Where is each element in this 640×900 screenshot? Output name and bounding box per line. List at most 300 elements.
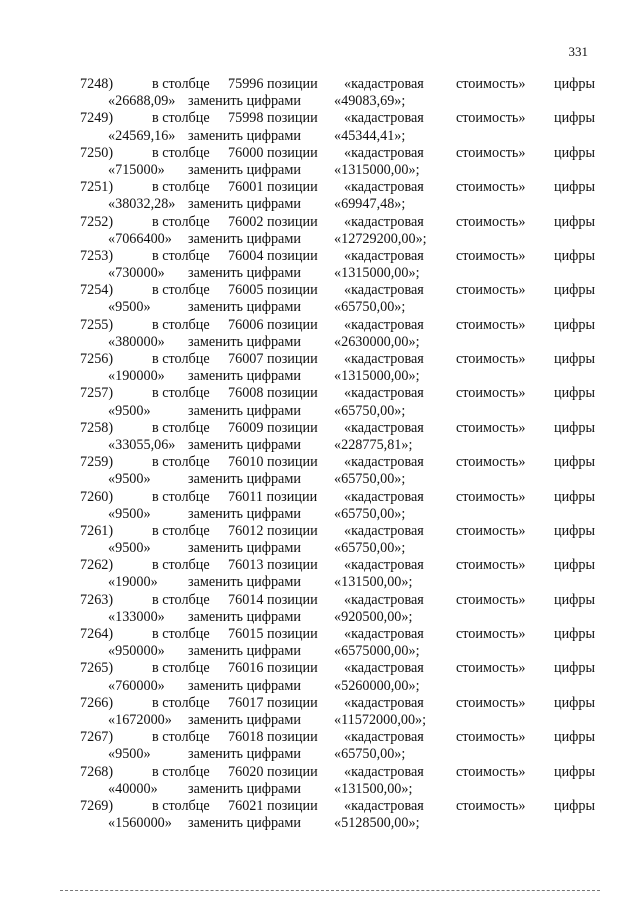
code-value: 76010 [228, 454, 264, 471]
cost-text: стоимость» [456, 247, 526, 264]
cost-text: стоимость» [456, 385, 526, 402]
entry-first-line [80, 489, 600, 506]
entry-second-line [80, 643, 600, 660]
position-code [228, 729, 318, 746]
entry-first-line [80, 557, 600, 574]
cost-text: стоимость» [456, 729, 526, 746]
entry-second-line [80, 334, 600, 351]
old-value: «24569,16» [108, 127, 176, 144]
position-text: позиции [267, 110, 318, 127]
new-value: «65750,00»; [334, 505, 406, 522]
new-value: «65750,00»; [334, 746, 406, 763]
in-column-text: в столбце [152, 729, 210, 746]
digits-text: цифры [554, 179, 596, 196]
entry-second-line [80, 368, 600, 385]
replace-text: заменить цифрами [188, 711, 301, 728]
position-text: позиции [267, 660, 318, 677]
code-value: 76006 [228, 316, 264, 333]
entry-number: 7248) [80, 76, 114, 92]
digits-text: цифры [554, 316, 596, 333]
digits-text: цифры [554, 110, 596, 127]
position-text: позиции [267, 419, 318, 436]
position-text: позиции [267, 144, 318, 161]
entry-second-line [80, 746, 600, 763]
code-value: 76021 [228, 797, 264, 814]
replace-text: заменить цифрами [188, 436, 301, 453]
cadastral-text: «кадастровая [344, 797, 424, 814]
cost-text: стоимость» [456, 76, 526, 92]
entry-number: 7257) [80, 385, 114, 402]
cadastral-text: «кадастровая [344, 488, 424, 505]
position-text: позиции [267, 797, 318, 814]
old-value: «19000» [108, 574, 158, 591]
code-value: 75998 [228, 110, 264, 127]
entry-first-line [80, 214, 600, 231]
code-value: 76013 [228, 557, 264, 574]
digits-text: цифры [554, 419, 596, 436]
entry-second-line [80, 781, 600, 798]
cadastral-text: «кадастровая [344, 179, 424, 196]
cadastral-text: «кадастровая [344, 763, 424, 780]
entry-number: 7264) [80, 626, 114, 642]
new-value: «228775,81»; [334, 436, 413, 453]
entry-first-line [80, 798, 600, 815]
cost-text: стоимость» [456, 694, 526, 711]
list-item [80, 764, 600, 798]
replace-text: заменить цифрами [188, 265, 301, 282]
entry-first-line [80, 660, 600, 677]
new-value: «65750,00»; [334, 299, 406, 316]
code-value: 76000 [228, 144, 264, 161]
entry-first-line [80, 454, 600, 471]
cadastral-text: «кадастровая [344, 213, 424, 230]
position-text: позиции [267, 316, 318, 333]
position-code [228, 557, 318, 574]
position-code [228, 214, 318, 231]
cadastral-text: «кадастровая [344, 729, 424, 746]
entry-number: 7253) [80, 247, 114, 264]
list-item [80, 592, 600, 626]
code-value: 76017 [228, 694, 264, 711]
position-code [228, 420, 318, 437]
digits-text: цифры [554, 213, 596, 230]
in-column-text: в столбце [152, 282, 210, 299]
position-text: позиции [267, 282, 318, 299]
in-column-text: в столбце [152, 316, 210, 333]
new-value: «65750,00»; [334, 540, 406, 557]
old-value: «33055,06» [108, 436, 176, 453]
new-value: «1315000,00»; [334, 265, 420, 282]
old-value: «730000» [108, 265, 165, 282]
position-text: позиции [267, 179, 318, 196]
cadastral-text: «кадастровая [344, 660, 424, 677]
replace-text: заменить цифрами [188, 230, 301, 247]
position-text: позиции [267, 351, 318, 367]
replace-text: заменить цифрами [188, 574, 301, 591]
new-value: «45344,41»; [334, 127, 406, 144]
list-item [80, 110, 600, 144]
entry-number: 7255) [80, 316, 114, 333]
code-value: 76008 [228, 385, 264, 402]
digits-text: цифры [554, 385, 596, 402]
cadastral-text: «кадастровая [344, 316, 424, 333]
entry-number: 7260) [80, 488, 114, 505]
digits-text: цифры [554, 351, 596, 367]
cost-text: стоимость» [456, 419, 526, 436]
list-item [80, 729, 600, 763]
new-value: «49083,69»; [334, 93, 406, 110]
position-text: позиции [266, 488, 318, 505]
cost-text: стоимость» [456, 282, 526, 299]
old-value: «7066400» [108, 230, 172, 247]
entry-number: 7250) [80, 144, 114, 161]
list-item [80, 523, 600, 557]
entry-second-line [80, 540, 600, 557]
position-text: позиции [267, 247, 318, 264]
new-value: «1315000,00»; [334, 161, 420, 178]
position-text: позиции [267, 213, 318, 230]
position-code [228, 592, 318, 609]
code-value: 76001 [228, 179, 264, 196]
cost-text: стоимость» [456, 488, 526, 505]
new-value: «131500,00»; [334, 574, 413, 591]
in-column-text: в столбце [152, 591, 210, 608]
in-column-text: в столбце [152, 488, 210, 505]
entry-number: 7261) [80, 522, 114, 539]
list-item [80, 695, 600, 729]
list-item [80, 76, 600, 110]
cadastral-text: «кадастровая [344, 626, 424, 642]
entry-second-line [80, 231, 600, 248]
new-value: «920500,00»; [334, 608, 413, 625]
code-value: 76009 [228, 419, 264, 436]
position-code [228, 385, 318, 402]
digits-text: цифры [554, 247, 596, 264]
position-code [228, 317, 318, 334]
code-value: 76012 [228, 522, 264, 539]
in-column-text: в столбце [152, 419, 210, 436]
cadastral-text: «кадастровая [344, 247, 424, 264]
cadastral-text: «кадастровая [344, 557, 424, 574]
in-column-text: в столбце [152, 763, 210, 780]
cost-text: стоимость» [456, 454, 526, 471]
code-value: 75996 [228, 76, 264, 92]
position-text: позиции [267, 591, 318, 608]
entry-first-line [80, 592, 600, 609]
digits-text: цифры [554, 488, 596, 505]
list-item [80, 385, 600, 419]
entry-second-line [80, 437, 600, 454]
cadastral-text: «кадастровая [344, 282, 424, 299]
entry-first-line [80, 695, 600, 712]
entry-first-line [80, 248, 600, 265]
entry-second-line [80, 609, 600, 626]
position-text: позиции [267, 76, 318, 92]
code-value: 76004 [228, 247, 264, 264]
entry-number: 7252) [80, 213, 114, 230]
old-value: «380000» [108, 333, 165, 350]
old-value: «40000» [108, 780, 158, 797]
new-value: «6575000,00»; [334, 643, 420, 660]
replace-text: заменить цифрами [188, 299, 301, 316]
replace-text: заменить цифрами [188, 608, 301, 625]
cadastral-text: «кадастровая [344, 144, 424, 161]
entry-first-line [80, 110, 600, 127]
cadastral-text: «кадастровая [344, 110, 424, 127]
list-item [80, 557, 600, 591]
entry-first-line [80, 385, 600, 402]
replace-text: заменить цифрами [188, 643, 301, 660]
cost-text: стоимость» [456, 144, 526, 161]
entry-second-line [80, 93, 600, 110]
new-value: «69947,48»; [334, 196, 406, 213]
position-code [228, 626, 318, 643]
cost-text: стоимость» [456, 110, 526, 127]
cost-text: стоимость» [456, 179, 526, 196]
in-column-text: в столбце [152, 522, 210, 539]
page-number: 331 [568, 44, 588, 59]
digits-text: цифры [554, 797, 596, 814]
position-code [228, 660, 318, 677]
old-value: «9500» [108, 505, 151, 522]
position-text: позиции [267, 557, 318, 574]
cadastral-text: «кадастровая [344, 419, 424, 436]
cadastral-text: «кадастровая [344, 76, 424, 92]
entry-first-line [80, 351, 600, 368]
cost-text: стоимость» [456, 763, 526, 780]
entry-second-line [80, 815, 600, 832]
entry-first-line [80, 523, 600, 540]
list-item [80, 145, 600, 179]
in-column-text: в столбце [152, 557, 210, 574]
cost-text: стоимость» [456, 351, 526, 367]
position-text: позиции [267, 385, 318, 402]
in-column-text: в столбце [152, 797, 210, 814]
code-value: 76007 [228, 351, 264, 367]
old-value: «715000» [108, 161, 165, 178]
code-value: 76016 [228, 660, 264, 677]
cadastral-text: «кадастровая [344, 385, 424, 402]
list-item [80, 626, 600, 660]
code-value: 76015 [228, 626, 264, 642]
entry-number: 7266) [80, 694, 114, 711]
entry-first-line [80, 729, 600, 746]
entry-number: 7268) [80, 763, 114, 780]
bottom-divider [60, 890, 600, 891]
entry-first-line [80, 420, 600, 437]
in-column-text: в столбце [152, 694, 210, 711]
in-column-text: в столбце [152, 351, 210, 367]
old-value: «1672000» [108, 711, 172, 728]
old-value: «9500» [108, 746, 151, 763]
old-value: «38032,28» [108, 196, 176, 213]
position-code [228, 454, 318, 471]
position-text: позиции [267, 522, 318, 539]
position-code [228, 764, 318, 781]
digits-text: цифры [554, 522, 596, 539]
digits-text: цифры [554, 144, 596, 161]
position-code [228, 110, 318, 127]
list-item [80, 351, 600, 385]
entry-number: 7251) [80, 179, 114, 196]
list-item [80, 317, 600, 351]
old-value: «1560000» [108, 815, 172, 832]
entry-second-line [80, 196, 600, 213]
replace-text: заменить цифрами [188, 471, 301, 488]
in-column-text: в столбце [152, 110, 210, 127]
position-text: позиции [267, 454, 318, 471]
digits-text: цифры [554, 282, 596, 299]
amendment-list [80, 76, 600, 832]
new-value: «5260000,00»; [334, 677, 420, 694]
old-value: «760000» [108, 677, 165, 694]
cost-text: стоимость» [456, 213, 526, 230]
in-column-text: в столбце [152, 454, 210, 471]
entry-second-line [80, 471, 600, 488]
replace-text: заменить цифрами [188, 780, 301, 797]
entry-second-line [80, 162, 600, 179]
old-value: «9500» [108, 299, 151, 316]
in-column-text: в столбце [152, 247, 210, 264]
list-item [80, 248, 600, 282]
entry-number: 7254) [80, 282, 114, 299]
entry-first-line [80, 179, 600, 196]
in-column-text: в столбце [152, 144, 210, 161]
entry-second-line [80, 678, 600, 695]
replace-text: заменить цифрами [188, 402, 301, 419]
cost-text: стоимость» [456, 797, 526, 814]
replace-text: заменить цифрами [188, 368, 301, 385]
digits-text: цифры [554, 557, 596, 574]
old-value: «133000» [108, 608, 165, 625]
position-code [228, 145, 318, 162]
new-value: «2630000,00»; [334, 333, 420, 350]
entry-number: 7263) [80, 591, 114, 608]
in-column-text: в столбце [152, 76, 210, 92]
position-code [228, 76, 318, 93]
old-value: «190000» [108, 368, 165, 385]
replace-text: заменить цифрами [188, 161, 301, 178]
in-column-text: в столбце [152, 660, 210, 677]
entry-second-line [80, 712, 600, 729]
list-item [80, 214, 600, 248]
position-text: позиции [267, 626, 318, 642]
old-value: «9500» [108, 540, 151, 557]
code-value: 76018 [228, 729, 264, 746]
code-value: 76005 [228, 282, 264, 299]
old-value: «9500» [108, 471, 151, 488]
position-code [228, 179, 318, 196]
list-item [80, 179, 600, 213]
position-text: позиции [267, 694, 318, 711]
entry-number: 7267) [80, 729, 114, 746]
new-value: «1315000,00»; [334, 368, 420, 385]
replace-text: заменить цифрами [188, 677, 301, 694]
entry-first-line [80, 282, 600, 299]
replace-text: заменить цифрами [188, 333, 301, 350]
cost-text: стоимость» [456, 522, 526, 539]
entry-first-line [80, 317, 600, 334]
cost-text: стоимость» [456, 591, 526, 608]
replace-text: заменить цифрами [188, 540, 301, 557]
digits-text: цифры [554, 591, 596, 608]
position-text: позиции [267, 763, 318, 780]
digits-text: цифры [554, 729, 596, 746]
entry-first-line [80, 626, 600, 643]
digits-text: цифры [554, 454, 596, 471]
list-item [80, 489, 600, 523]
entry-number: 7265) [80, 660, 114, 677]
position-code [228, 695, 318, 712]
entry-first-line [80, 145, 600, 162]
entry-number: 7256) [80, 351, 114, 367]
replace-text: заменить цифрами [188, 127, 301, 144]
cadastral-text: «кадастровая [344, 591, 424, 608]
code-value: 76020 [228, 763, 264, 780]
cadastral-text: «кадастровая [344, 522, 424, 539]
code-value: 76014 [228, 591, 264, 608]
cost-text: стоимость» [456, 626, 526, 642]
entry-number: 7259) [80, 454, 114, 471]
cadastral-text: «кадастровая [344, 694, 424, 711]
new-value: «11572000,00»; [334, 711, 427, 728]
in-column-text: в столбце [152, 213, 210, 230]
code-value: 76002 [228, 213, 264, 230]
position-code [228, 489, 317, 506]
code-value: 76011 [228, 488, 263, 505]
old-value: «26688,09» [108, 93, 176, 110]
in-column-text: в столбце [152, 626, 210, 642]
new-value: «131500,00»; [334, 780, 413, 797]
replace-text: заменить цифрами [188, 815, 301, 832]
digits-text: цифры [554, 694, 596, 711]
list-item [80, 282, 600, 316]
list-item [80, 660, 600, 694]
list-item [80, 454, 600, 488]
entry-number: 7258) [80, 419, 114, 436]
position-code [228, 351, 318, 368]
digits-text: цифры [554, 626, 596, 642]
replace-text: заменить цифрами [188, 746, 301, 763]
list-item [80, 798, 600, 832]
position-code [228, 523, 318, 540]
new-value: «5128500,00»; [334, 815, 420, 832]
position-text: позиции [267, 729, 318, 746]
entry-number: 7262) [80, 557, 114, 574]
new-value: «65750,00»; [334, 402, 406, 419]
position-code [228, 798, 318, 815]
replace-text: заменить цифрами [188, 93, 301, 110]
entry-first-line [80, 76, 600, 93]
position-code [228, 282, 318, 299]
cadastral-text: «кадастровая [344, 351, 424, 367]
old-value: «9500» [108, 402, 151, 419]
cost-text: стоимость» [456, 557, 526, 574]
in-column-text: в столбце [152, 179, 210, 196]
entry-second-line [80, 506, 600, 523]
cost-text: стоимость» [456, 660, 526, 677]
entry-second-line [80, 403, 600, 420]
old-value: «950000» [108, 643, 165, 660]
cost-text: стоимость» [456, 316, 526, 333]
new-value: «12729200,00»; [334, 230, 427, 247]
entry-number: 7269) [80, 797, 114, 814]
digits-text: цифры [554, 76, 596, 92]
entry-number: 7249) [80, 110, 114, 127]
entry-second-line [80, 299, 600, 316]
cadastral-text: «кадастровая [344, 454, 424, 471]
digits-text: цифры [554, 763, 596, 780]
